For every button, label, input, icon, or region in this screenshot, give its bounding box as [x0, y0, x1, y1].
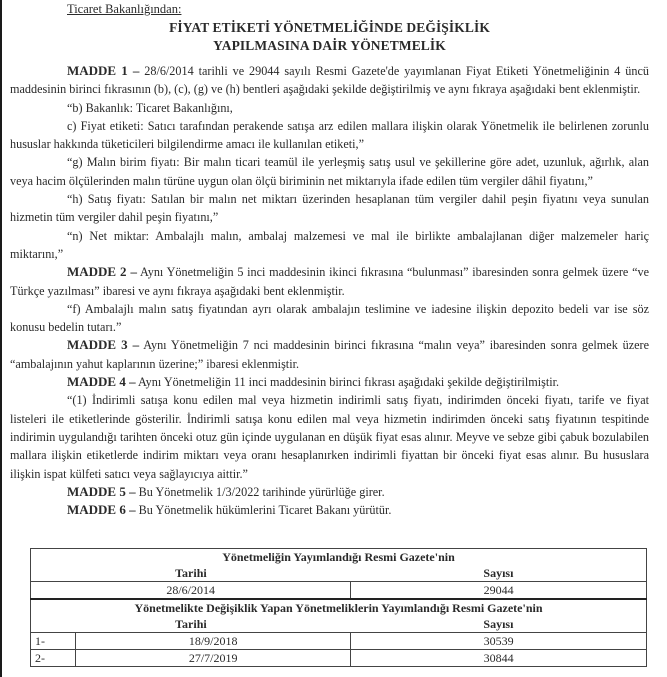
clause-g: “g) Malın birim fiyatı: Bir malın ticari teamül ile yerleşmiş satış usul ve şekillerine göre adet, uzunluk, ağırlık, alan veya hacim ölçülerinden malın türüne uygun olan ölçü biriminin net miktarıyla ifade edilen tüm vergiler dâhil fiyatını,”	[10, 155, 649, 188]
clause-n: “n) Net miktar: Ambalajlı malın, ambalaj malzemesi ve mal ile birlikte ambalajlanan diğer malzemeler hariç miktarını,”	[10, 228, 649, 261]
original-date: 28/6/2014	[31, 582, 351, 600]
madde-4: MADDE 4 – Aynı Yönetmeliğin 11 inci maddesinin birinci fıkrası aşağıdaki şekilde değiştirilmiştir.	[67, 374, 560, 390]
amendment-date: 18/9/2018	[76, 633, 351, 650]
col-date-header-2: Tarihi	[31, 616, 351, 633]
gazette-history-table	[30, 548, 647, 667]
document-page	[10, 0, 649, 519]
madde-2: MADDE 2 – Aynı Yönetmeliğin 5 inci maddesinin ikinci fıkrasına “bulunması” ibaresinden sonra gelmek üzere “ve Türkçe yazılması” ibaresi ve aynı fıkraya aşağıdaki bent eklenmiştir.	[10, 264, 649, 298]
amendment-date: 27/7/2019	[76, 650, 351, 667]
amendment-index: 2-	[31, 650, 76, 667]
section1-title: Yönetmeliğin Yayımlandığı Resmi Gazete'nin	[31, 549, 647, 566]
original-number: 29044	[351, 582, 647, 600]
left-border	[0, 0, 2, 677]
title-line-1: FİYAT ETİKETİ YÖNETMELİĞİNDE DEĞİŞİKLİK	[169, 20, 490, 35]
madde-6: MADDE 6 – Bu Yönetmelik hükümlerini Ticaret Bakanı yürütür.	[67, 502, 392, 518]
col-number-header: Sayısı	[351, 565, 647, 582]
clause-1: “(1) İndirimli satışa konu edilen mal veya hizmetin indirimli satış fiyatı, indirimden önceki fiyatı, tarife ve fiyat listeleri ile etiketlerinde gösterilir. İndirimli satışa konu edilen mal veya hizmetin indirimden önceki satış fiyatının tespitinde indirimin uygulandığı tarihten önceki otuz gün içinde uygulanan en düşük fiyat esas alınır. Meyve ve sebze gibi çabuk bozulabilen mallara ilişkin etiketlerde indirim miktarı veya oranı hesaplanırken indirimli fiyattan bir önceki fiyat esas alınır. Bu hususlara ilişkin ispat külfeti satıcı veya sağlayıcıya aittir.”	[10, 393, 649, 481]
amendment-index: 1-	[31, 633, 76, 650]
madde-5: MADDE 5 – Bu Yönetmelik 1/3/2022 tarihinde yürürlüğe girer.	[67, 483, 385, 499]
table-row	[31, 633, 647, 650]
madde-3: MADDE 3 – Aynı Yönetmeliğin 7 nci maddesinin birinci fıkrasına “malın veya” ibaresinden sonra gelmek üzere “ambalajının yahut kaplarının üzerine;” ibaresi eklenmiştir.	[10, 337, 649, 371]
section2-title: Yönetmelikte Değişiklik Yapan Yönetmeliklerin Yayımlandığı Resmi Gazete'nin	[31, 599, 647, 616]
clause-b: “b) Bakanlık: Ticaret Bakanlığını,	[67, 100, 233, 115]
table-row	[31, 650, 647, 667]
issuing-ministry: Ticaret Bakanlığından:	[67, 2, 182, 16]
clause-h: “h) Satış fiyatı: Satılan bir malın net miktarı üzerinden hesaplanan tüm vergiler dahil peşin fiyatını veya sunulan hizmetin tüm vergiler dahil peşin fiyatını,”	[10, 192, 649, 225]
clause-c: c) Fiyat etiketi: Satıcı tarafından perakende satışa arz edilen mallara ilişkin olarak Yönetmelik ile belirlenen zorunlu hususlar hakkında tüketicileri bilgilendirme amacı ile kullanılan etiketi,”	[10, 118, 649, 152]
col-number-header-2: Sayısı	[351, 616, 647, 633]
madde-1: MADDE 1 – 28/6/2014 tarihli ve 29044 sayılı Resmi Gazete'de yayımlanan Fiyat Etiketi Yönetmeliğinin 4 üncü maddesinin birinci fıkrasının (b), (c), (g) ve (h) bentleri aşağıdaki şekilde değiştirilmiş ve aynı fıkraya aşağıdaki bent eklenmiştir.	[10, 63, 649, 97]
col-date-header: Tarihi	[31, 565, 351, 582]
document-title	[10, 19, 649, 55]
title-line-2: YAPILMASINA DAİR YÖNETMELİK	[213, 38, 446, 53]
clause-f: “f) Ambalajlı malın satış fiyatından ayrı olarak ambalajın teslimine ve iadesine ilişkin depozito bedeli var ise söz konusu bedelin tutarı.”	[10, 301, 649, 335]
document-body	[10, 62, 649, 519]
amendment-number: 30539	[351, 633, 647, 650]
amendment-number: 30844	[351, 650, 647, 667]
